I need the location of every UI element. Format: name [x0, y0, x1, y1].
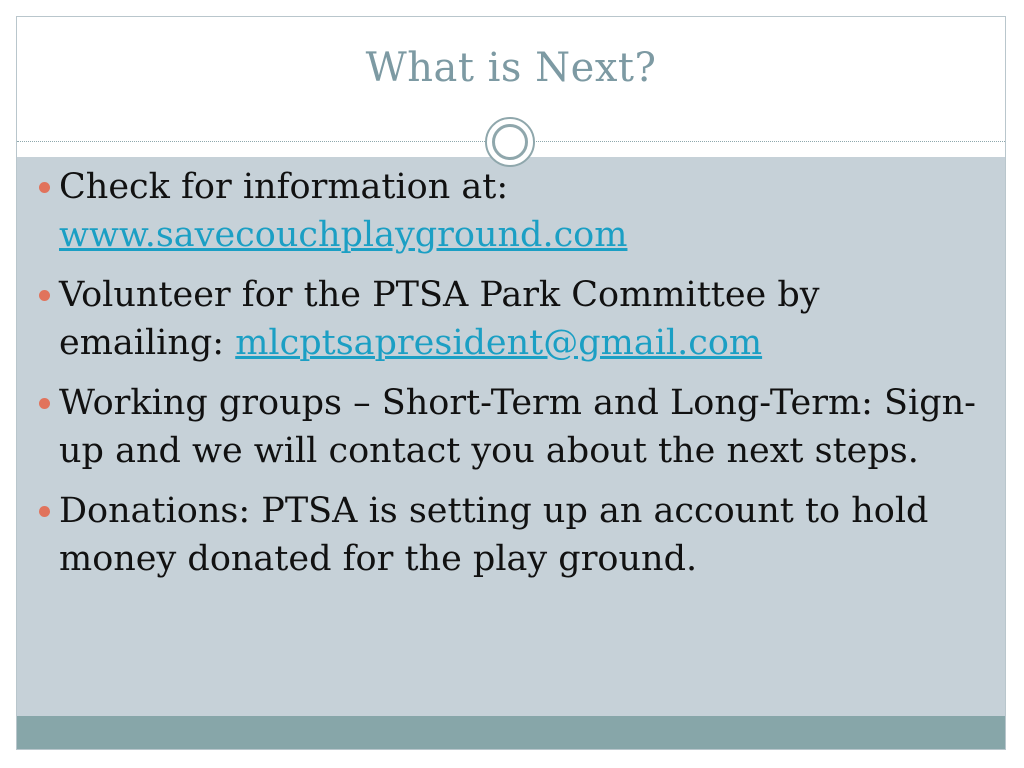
- bullet-text: Working groups – Short-Term and Long-Term: Sign-up and we will contact you about the next steps.: [59, 383, 976, 471]
- bullet-item: [37, 379, 987, 475]
- bullet-text: Donations: PTSA is setting up an account to hold money donated for the play ground.: [59, 491, 929, 579]
- bullet-item: [37, 487, 987, 583]
- email-link[interactable]: mlcptsapresident@gmail.com: [235, 323, 763, 363]
- bullet-dot-icon: [39, 506, 50, 517]
- bullet-text: Volunteer for the PTSA Park Committee by emailing:: [59, 275, 820, 363]
- bullet-item: [37, 163, 987, 259]
- bullet-dot-icon: [39, 398, 50, 409]
- double-circle-ornament-icon: [485, 117, 535, 167]
- ornament-inner-ring: [492, 124, 528, 160]
- website-link[interactable]: www.savecouchplayground.com: [59, 215, 628, 255]
- bullet-text: Check for information at:: [59, 167, 509, 207]
- bullet-dot-icon: [39, 290, 50, 301]
- bullet-item: [37, 271, 987, 367]
- footer-bar: [17, 716, 1005, 750]
- bullet-list: [37, 163, 987, 595]
- slide: [16, 16, 1006, 750]
- slide-title: What is Next?: [365, 45, 657, 91]
- bullet-dot-icon: [39, 182, 50, 193]
